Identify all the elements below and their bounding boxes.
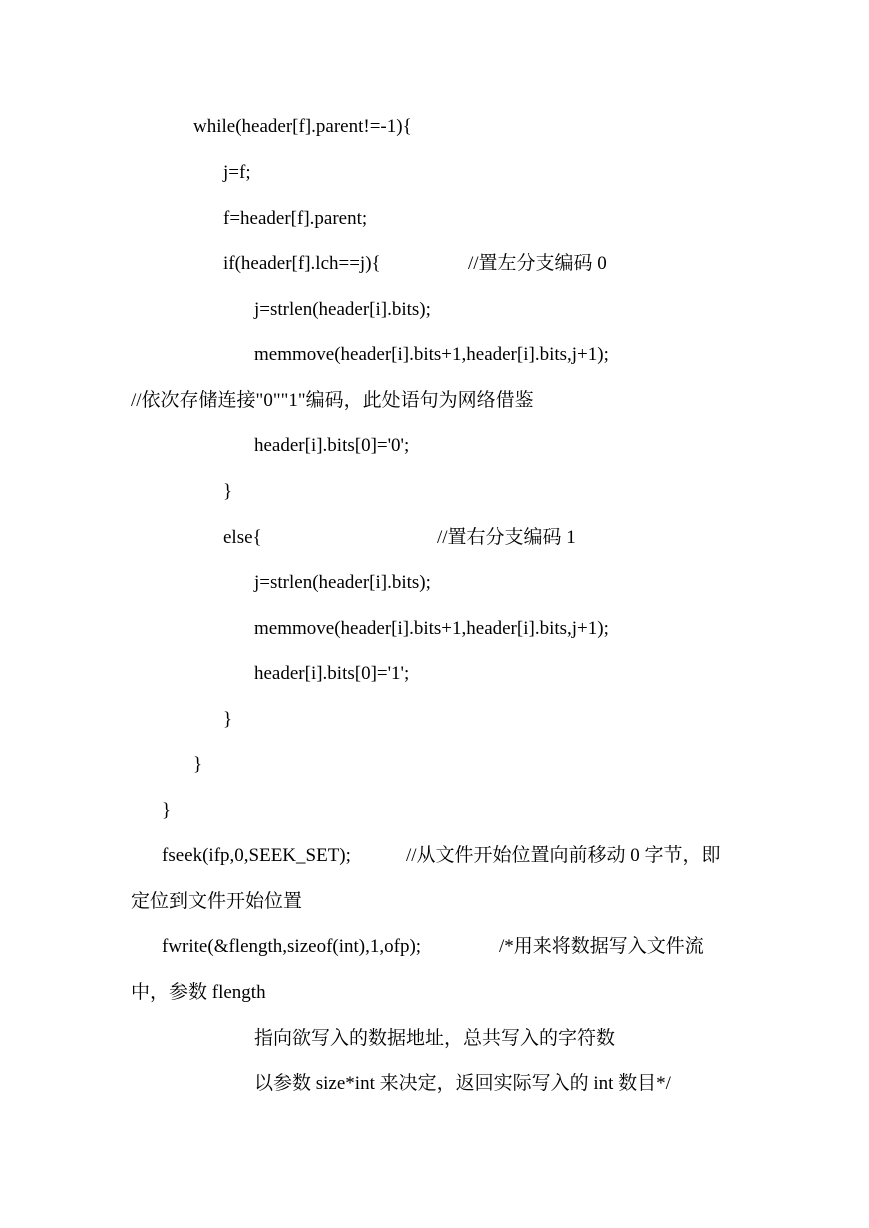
code-line xyxy=(223,207,367,231)
comment-text: //置左分支编码 0 xyxy=(468,253,607,274)
code-line xyxy=(193,753,202,777)
code-text: f=header[f].parent; xyxy=(223,208,368,229)
code-text: fwrite(&flength,sizeof(int),1,ofp); xyxy=(162,936,422,957)
code-text: j=strlen(header[i].bits); xyxy=(254,299,431,320)
comment-text: /*用来将数据写入文件流 xyxy=(499,936,704,957)
comment-continuation xyxy=(254,1027,615,1051)
code-line xyxy=(193,115,412,139)
code-text: header[i].bits[0]='0'; xyxy=(254,435,410,456)
code-line xyxy=(254,298,431,322)
code-text: memmove(header[i].bits+1,header[i].bits,j+1); xyxy=(254,344,609,365)
code-text: } xyxy=(223,481,233,502)
code-text: while(header[f].parent!=-1){ xyxy=(193,116,412,137)
code-text: fseek(ifp,0,SEEK_SET); xyxy=(162,845,351,866)
code-line xyxy=(254,343,609,367)
code-line xyxy=(223,161,251,185)
comment-text: 以参数 size*int 来决定，返回实际写入的 int 数目*/ xyxy=(254,1073,671,1094)
inline-comment xyxy=(468,252,607,276)
comment-text: 指向欲写入的数据地址，总共写入的字符数 xyxy=(254,1028,616,1049)
code-text: header[i].bits[0]='1'; xyxy=(254,663,410,684)
code-line xyxy=(162,935,421,959)
comment-text: //依次存储连接"0""1"编码，此处语句为网络借鉴 xyxy=(131,390,534,411)
code-line xyxy=(254,571,431,595)
comment-continuation xyxy=(254,1072,671,1096)
code-text: memmove(header[i].bits+1,header[i].bits,j+1); xyxy=(254,618,609,639)
comment-text: 中，参数 flength xyxy=(131,982,266,1003)
inline-comment xyxy=(499,935,704,959)
code-line xyxy=(223,480,232,504)
code-text: j=strlen(header[i].bits); xyxy=(254,572,431,593)
code-line xyxy=(162,799,171,823)
code-text: } xyxy=(193,754,203,775)
code-line xyxy=(254,434,409,458)
code-line xyxy=(223,526,262,550)
comment-text: //置右分支编码 1 xyxy=(437,527,576,548)
code-line xyxy=(162,844,351,868)
code-line xyxy=(254,662,409,686)
comment-line xyxy=(131,389,534,413)
code-line xyxy=(223,708,232,732)
code-text: else{ xyxy=(223,527,262,548)
comment-text: //从文件开始位置向前移动 0 字节，即 xyxy=(406,845,721,866)
comment-text: 定位到文件开始位置 xyxy=(131,891,303,912)
code-text: } xyxy=(223,709,233,730)
code-text: } xyxy=(162,800,172,821)
inline-comment xyxy=(406,844,721,868)
comment-continuation xyxy=(131,981,266,1005)
code-text: j=f; xyxy=(223,162,251,183)
code-text: if(header[f].lch==j){ xyxy=(223,253,381,274)
comment-continuation xyxy=(131,890,302,914)
inline-comment xyxy=(437,526,576,550)
code-line xyxy=(254,617,609,641)
code-line xyxy=(223,252,381,276)
